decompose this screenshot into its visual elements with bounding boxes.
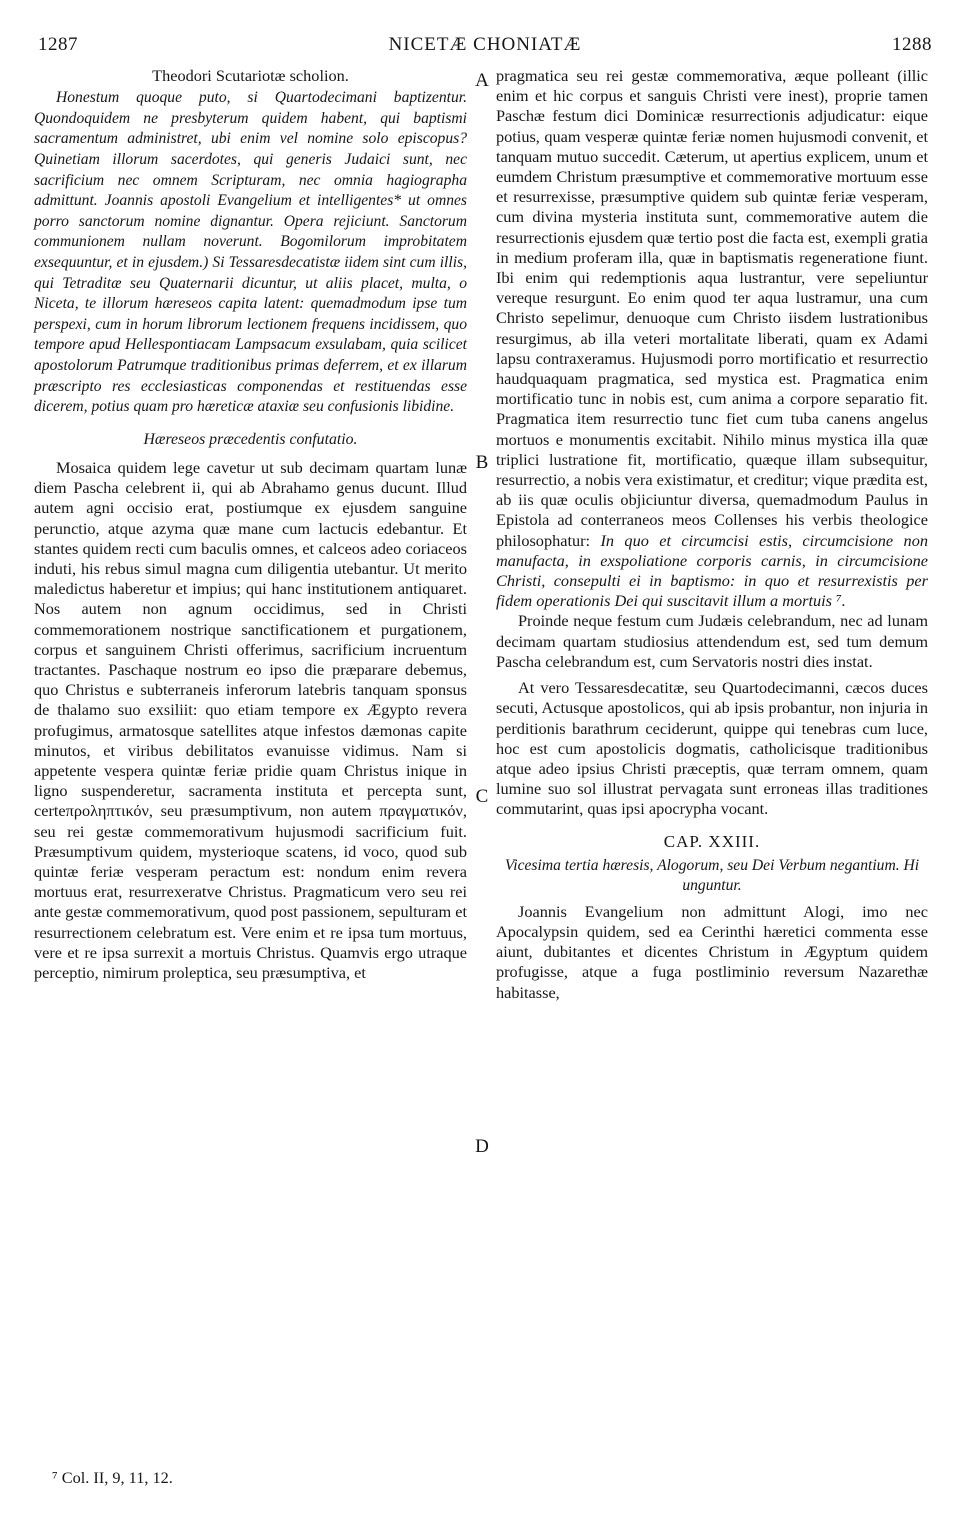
- greek-term-1: προληπτικόν: [65, 801, 149, 821]
- right-paragraph-3: At vero Tessaresdecatitæ, seu Quartodecimanni, cæcos duces secuti, Actusque apostolicos, qui ab ipsis probantur, non injuria in perditionis barathrum ceciderunt, quippe qui tenebras cum luce, hoc est cum apostolicis dogmatis, catholicisque traditionibus atque adeo ipsius Christi præceptis, quæ terram omnem, quam lumine suo sol illustrat pervagata sunt erroneas illas traditiones commutarint, quas ipsi apocrypha vocant.: [496, 678, 928, 819]
- page-number-left: 1287: [38, 34, 78, 55]
- chapter-title: CAP. XXIII.: [663, 831, 761, 851]
- scholion-body: Honestum quoque puto, si Quartodecimani baptizentur. Quondoquidem ne presbyterum quidem habent, qui baptismi sacramentum administret, ubi enim vel nomine solo episcopus? Quinetiam illorum sacerdotes, qui generis Judaici sunt, nec sacrificium nec omnem Scripturam, nec omnia hagiographa admittunt. Joannis apostoli Evangelium et intelligentes* ut omnes porro sanctorum nomine dignantur. Opera rejiciunt. Sanctorum communionem nullam noverunt. Bogomilorum improbitatem exsequuntur, et in ejusdem.) Si Tessaresdecatistæ iidem sint cum illis, qui Tetraditæ seu Quaternarii dicuntur, ut aliis placet, multa, o Niceta, te illorum hæreseos capita latent: quemadmodum ipse tum perspexi, cum in horum librorum lectionem frequens incidissem, quo tempore apud Hellespontiacam Lampsacum exsulabam, quia scilicet apostolorum Patrumque traditionibus primas deferrem, et ex illarum præscripto res ecclesiasticas componendas et restituendas esse dicerem, potius quam pro hæreticæ ataxiæ seu confusionis libidine.: [34, 89, 467, 416]
- footnote: ⁷ Col. II, 9, 11, 12.: [52, 1468, 173, 1487]
- right-paragraph-1: [496, 66, 928, 611]
- chapter-subtitle: Vicesima tertia hæresis, Alogorum, seu Dei Verbum negantium. Hi unguntur.: [504, 856, 920, 894]
- main-text-3: , seu rei gestæ commemorativum hujusmodi sacrificium fuit. Præsumptivum quidem, mysterioque scatens, id voco, quod sub quintæ feriæ vesperam peractum est: nondum enim revera mortuus erat, resurrexeratve Christus. Pragmaticum vero seu rei ante gestæ commemorativum, quod post passionem, sepulturam et resurrectionem celebratum est. Vere enim et re ipsa tum mortuus, vere et re ipsa surrexit a mortuis Christus. Quamvis ergo utraque perceptio, nimirum proleptica, seu præsumptiva, et: [34, 801, 467, 982]
- margin-letter-d: D: [475, 1136, 489, 1157]
- left-column: [34, 66, 467, 983]
- main-paragraph: [34, 458, 467, 983]
- greek-term-2: πραγματικόν: [379, 801, 463, 821]
- main-text-2: , seu præsumptivum, non autem: [148, 801, 372, 821]
- right-text-1: pragmatica seu rei gestæ commemorativa, æque polleant (illic enim et hic corpus et sanguis Christi vere inest), proprie tamen Paschæ festum dici Dominicæ resurrectionis adjudicatur: eique potius, quam vesperæ quintæ feriæ nomen hujusmodi convenit, et tanquam mutuo succedit. Cæterum, ut apertius explicem, unum et eumdem Christum præsumptive et commemorative mortuum esse et resurrexisse, præsumptive quidem sub quintæ feriæ vesperam, cum divina mysteria instituta sunt, commemorative autem die resurrectionis ejusdem quæ tertio post die facta est, exempli gratia in medium proferam illa, quæ in baptismatis regeneratione fiunt. Ibi enim qui redemptionis aqua lustrantur, vere sepeliuntur vereque resurgunt. Eo enim quod ter aqua lustramur, una cum Christo sepelimur, denuoque cum Christo iisdem lustrationibus resurgimus, ab illa veteri mortalitate liberati, quam ex Adami lapsu contraxeramus. Hujusmodi porro mortificatio et resurrectio haudquaquam pragmatica, sed mystica est. Pragmatica enim mortificatio tunc in nobis est, cum anima a corpore separatio fit. Pragmatica item resurrectio tunc fiet cum tuba canens angelus mortuos e monumentis excitabit. Nihilo minus mystica illa quæ triplici lustratione fit, mortificatio, quæque illam subsequitur, resurrectio, a nobis vera existimatur, et creditur; vique prædita est, ab iis quæ oculis objiciuntur diversa, quemadmodum Paulus in Epistola ad conterraneos meos Collenses his verbis theologice philosophatur:: [496, 66, 928, 550]
- running-title: NICETÆ CHONIATÆ: [388, 34, 582, 55]
- right-paragraph-4: Joannis Evangelium non admittunt Alogi, imo nec Apocalypsin quidem, sed ea Cerinthi hæretici commenta esse aiunt, dubitantes et dicentes Christum in Ægyptum quidem profugisse, atque a fuga postliminio reversum Nazarethæ habitasse,: [496, 901, 928, 1002]
- margin-letter-b: B: [475, 452, 489, 473]
- pauline-quote: In quo et circumcisi estis, circumcisione non manufacta, in exspoliatione corporis carnis, in circumcisione Christi, consepulti ei in baptismo: in quo et resurrexistis per fidem operationis Dei qui suscitavit illum a mortuis ⁷.: [496, 530, 928, 611]
- main-text-1: Mosaica quidem lege cavetur ut sub decimam quartam lunæ diem Pascha celebrent ii, qui ab Abrahamo genus ducunt. Illud autem agni occisio erat, postiumque ex ejusdem sanguine perunctio, atque azyma quæ mane cum lactucis edebantur. Et stantes quidem recti cum baculis omnes, et calceos adeo coriaceos induti, his rebus simul magna cum diligentia utebantur. Ut merito maledictus haberetur et impius; qui hanc institutionem antiquaret. Nos autem non agnum occidimus, sed in Christi commemorationem nostrique sanctificationem et purgationem, corpus et sanguinem Christi offerimus, sacrificium incruentum tractantes. Paschaque nostrum eo ipso die præparare debemus, quo Christus e subterraneis inferorum latebris tanquam sponsus de thalamo suo exsiliit: quo etiam tempore ex Ægypto revera profugimus, armatosque satellites atque infestos dæmonas capite minutos, et viribus debilitatos evanuisse vidimus. Nam si appetente vespera quintæ feriæ pridie quam Christus inique in ligno suspenderetur, sacramenta instituta et percepta sunt, certe: [34, 457, 467, 821]
- margin-letter-c: C: [475, 786, 489, 807]
- section-title: Hæreseos præcedentis confutatio.: [143, 430, 358, 448]
- margin-letter-a: A: [475, 70, 489, 91]
- scholion-title: Theodori Scutariotæ scholion.: [152, 66, 349, 85]
- right-column: [496, 66, 928, 1003]
- running-head: [38, 34, 932, 58]
- right-paragraph-2: Proinde neque festum cum Judæis celebrandum, nec ad lunam decimam quartam studiosius attendendum est, sed tum demum Pascha celebrandum est, cum Servatoris nostri dies instat.: [496, 611, 928, 671]
- page-number-right: 1288: [892, 34, 932, 55]
